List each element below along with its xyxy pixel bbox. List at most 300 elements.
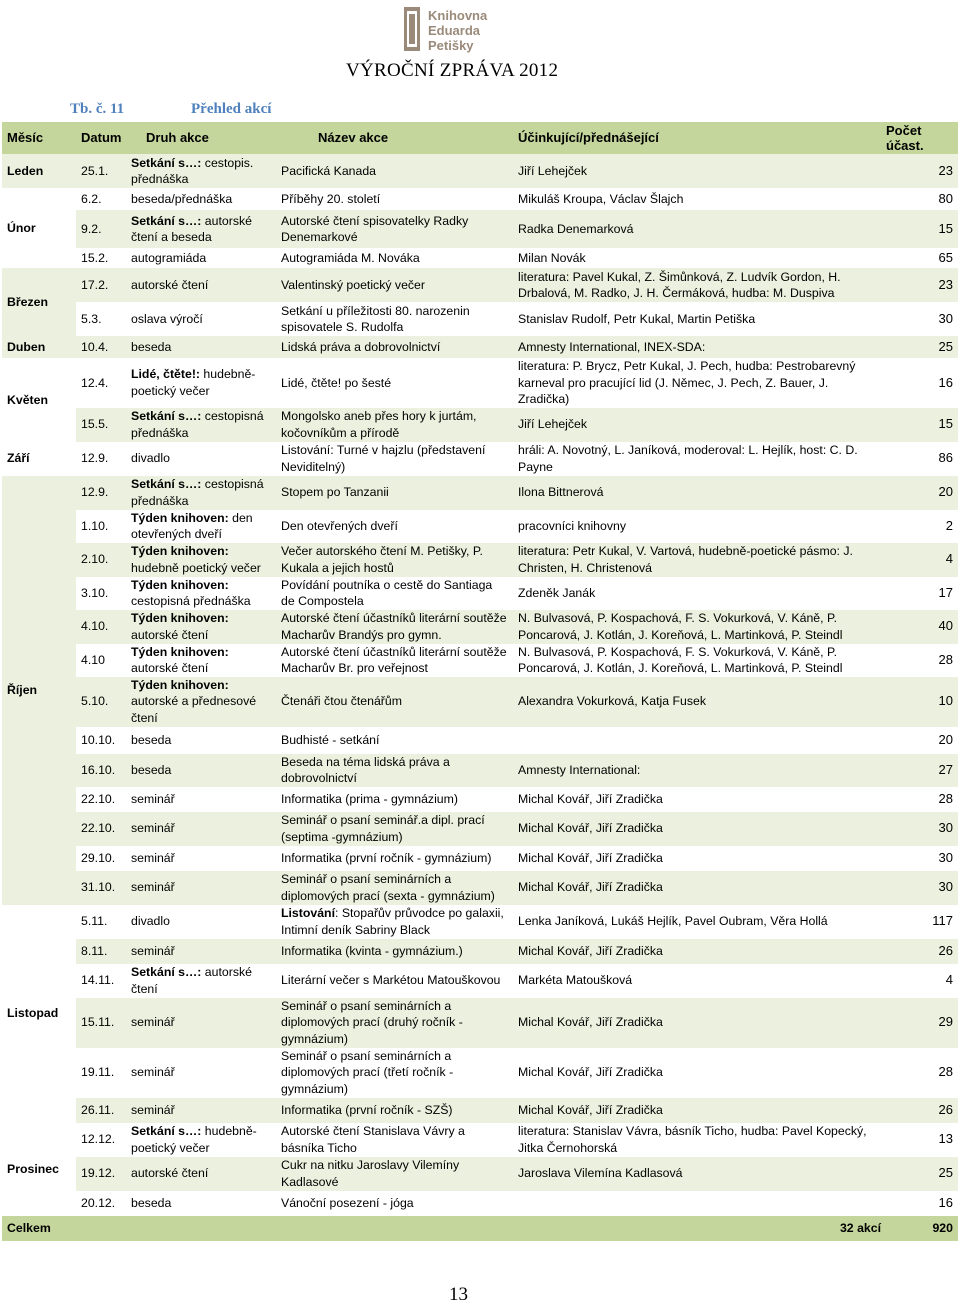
type-label: seminář (131, 1015, 175, 1030)
event-name: Lidé, čtěte! po šesté (281, 375, 392, 390)
table-row (2, 476, 958, 510)
event-name: Informatika (prima - gymnázium) (281, 791, 458, 806)
attendance-cell: 28 (886, 787, 958, 812)
header-date: Datum (76, 122, 126, 154)
date-cell: 5.10. (76, 677, 126, 727)
event-name: Autogramiáda M. Nováka (281, 250, 420, 265)
type-label: autorské a přednesové čtení (131, 694, 257, 725)
table-row (2, 1157, 958, 1191)
month-cell: Duben (2, 336, 76, 358)
type-series-label: Týden knihoven: (131, 677, 229, 692)
event-name: Autorské čtení účastníků literární soutěže Macharův Br. pro veřejnost (281, 644, 507, 675)
date-cell: 4.10 (76, 644, 126, 677)
performers-cell: Amnesty International: (513, 754, 886, 787)
type-series-label: Lidé, čtěte!: (131, 367, 201, 382)
performers-cell: Milan Novák (513, 248, 886, 268)
date-cell: 15.11. (76, 998, 126, 1048)
attendance-cell: 65 (886, 248, 958, 268)
type-series-label: Setkání s…: (131, 409, 202, 423)
table-row (2, 727, 958, 754)
type-series-label: Setkání s…: (131, 155, 202, 170)
type-cell (126, 577, 276, 610)
table-row (2, 248, 958, 268)
report-title: VÝROČNÍ ZPRÁVA 2012 (346, 60, 559, 81)
performers-cell: Stanislav Rudolf, Petr Kukal, Martin Petiška (513, 302, 886, 336)
date-cell: 17.2. (76, 268, 126, 302)
type-cell (126, 812, 276, 846)
type-cell (126, 871, 276, 905)
event-name: Autorské čtení spisovatelky Radky Denemarkové (281, 213, 469, 244)
event-name-cell (276, 1123, 513, 1157)
date-cell: 14.11. (76, 964, 126, 998)
table-row (2, 358, 958, 408)
attendance-cell: 25 (886, 1157, 958, 1191)
performers-cell: pracovníci knihovny (513, 510, 886, 543)
date-cell: 20.12. (76, 1191, 126, 1216)
attendance-cell: 28 (886, 1048, 958, 1098)
table-row (2, 787, 958, 812)
type-series-label: Týden knihoven: (131, 577, 229, 592)
event-name-cell (276, 268, 513, 302)
table-header-row (2, 122, 958, 154)
type-label: beseda (131, 339, 172, 354)
event-name: Pacifická Kanada (281, 163, 377, 178)
event-name-cell (276, 1157, 513, 1191)
event-name: Seminář o psaní seminárních a diplomových prací (třetí ročník - gymnázium) (281, 1048, 454, 1096)
table-row (2, 510, 958, 543)
table-row (2, 905, 958, 939)
type-cell (126, 358, 276, 408)
performers-cell: N. Bulvasová, P. Kospachová, F. S. Vokurková, V. Káně, P. Poncarová, J. Kotlán, J. Koreňová, L. Martinková, P. Steindl (513, 644, 886, 677)
table-row (2, 610, 958, 644)
type-label: autorské čtení (131, 661, 209, 675)
event-name-cell (276, 476, 513, 510)
table-row (2, 939, 958, 964)
date-cell: 8.11. (76, 939, 126, 964)
type-label: beseda/přednáška (131, 191, 233, 206)
header-count: Počet účast. (886, 122, 958, 154)
type-series-label: Týden knihoven: (131, 544, 229, 558)
date-cell: 15.2. (76, 248, 126, 268)
date-cell: 9.2. (76, 210, 126, 248)
event-name-cell (276, 998, 513, 1048)
performers-cell: Amnesty International, INEX-SDA: (513, 336, 886, 358)
table-row (2, 302, 958, 336)
table-row (2, 336, 958, 358)
type-label: seminář (131, 791, 175, 806)
event-name: Budhisté - setkání (281, 732, 380, 747)
type-cell (126, 302, 276, 336)
month-cell: Květen (2, 358, 76, 442)
performers-cell: N. Bulvasová, P. Kospachová, F. S. Vokurková, V. Káně, P. Poncarová, J. Kotlán, J. Koreňová, L. Martinková, P. Steindl (513, 610, 886, 644)
event-name-cell (276, 154, 513, 188)
table-title: Přehled akcí (191, 101, 272, 117)
type-cell (126, 1048, 276, 1098)
table-row (2, 677, 958, 727)
logo-line-1: Knihovna (428, 8, 488, 23)
date-cell: 5.11. (76, 905, 126, 939)
type-cell (126, 543, 276, 577)
table-row (2, 408, 958, 442)
event-name-cell (276, 754, 513, 787)
logo-line-2: Eduarda (428, 23, 481, 38)
event-name: Autorské čtení Stanislava Vávry a básníka Ticho (281, 1124, 465, 1155)
library-logo (404, 4, 504, 54)
attendance-cell: 27 (886, 754, 958, 787)
event-name-cell (276, 210, 513, 248)
type-series-label: Setkání s…: (131, 213, 202, 228)
event-name-series: Listování (281, 906, 335, 920)
type-cell (126, 939, 276, 964)
type-label: cestopisná přednáška (131, 409, 264, 440)
table-row (2, 543, 958, 577)
month-cell: Listopad (2, 905, 76, 1123)
total-row (2, 1216, 958, 1241)
performers-cell (513, 1191, 886, 1216)
date-cell: 1.10. (76, 510, 126, 543)
table-row (2, 154, 958, 188)
performers-cell: Radka Denemarková (513, 210, 886, 248)
total-events: 32 akcí (76, 1216, 886, 1241)
month-cell: Únor (2, 188, 76, 268)
header-type: Druh akce (126, 122, 276, 154)
attendance-cell: 25 (886, 336, 958, 358)
performers-cell: hráli: A. Novotný, L. Janíková, moderoval: L. Hejlík, host: C. D. Payne (513, 442, 886, 476)
attendance-cell: 2 (886, 510, 958, 543)
attendance-cell: 20 (886, 727, 958, 754)
type-label: beseda (131, 762, 172, 777)
event-name-cell (276, 964, 513, 998)
type-cell (126, 905, 276, 939)
event-name-cell (276, 302, 513, 336)
performers-cell: Michal Kovář, Jiří Zradička (513, 812, 886, 846)
event-name: Seminář o psaní seminář.a dipl. prací (septima -gymnázium) (281, 813, 485, 844)
date-cell: 12.9. (76, 442, 126, 476)
type-cell (126, 1157, 276, 1191)
performers-cell: Jiří Lehejček (513, 408, 886, 442)
performers-cell: Zdeněk Janák (513, 577, 886, 610)
type-cell (126, 1098, 276, 1123)
event-name: Valentinský poetický večer (281, 277, 425, 292)
performers-cell: literatura: Stanislav Vávra, básník Ticho, hudba: Pavel Kopecký, Jitka Černohorská (513, 1123, 886, 1157)
performers-cell: literatura: P. Brycz, Petr Kukal, J. Pech, hudba: Pestrobarevný karneval pro pracující lid (J. Němec, J. Pech, Z. Bauer, J. Zradička) (513, 358, 886, 408)
logo-line-3: Petišky (428, 38, 474, 53)
event-name-cell (276, 1191, 513, 1216)
type-cell (126, 476, 276, 510)
type-cell (126, 210, 276, 248)
type-cell (126, 846, 276, 871)
attendance-cell: 16 (886, 1191, 958, 1216)
event-name: Cukr na nitku Jaroslavy Vilemíny Kadlasové (281, 1158, 460, 1189)
event-name: Listování: Turné v hajzlu (představení Neviditelný) (281, 443, 486, 474)
event-name-cell (276, 1048, 513, 1098)
attendance-cell: 28 (886, 644, 958, 677)
event-name: Mongolsko aneb přes hory k jurtám, kočovníkům a přírodě (281, 409, 477, 440)
type-label: autorské čtení (131, 1166, 209, 1181)
performers-cell: Mikuláš Kroupa, Václav Šlajch (513, 188, 886, 210)
type-label: cestopisná přednáška (131, 594, 251, 608)
event-name-cell (276, 846, 513, 871)
performers-cell: Michal Kovář, Jiří Zradička (513, 998, 886, 1048)
attendance-cell: 29 (886, 998, 958, 1048)
event-name-cell (276, 336, 513, 358)
type-cell (126, 1123, 276, 1157)
table-row (2, 871, 958, 905)
attendance-cell: 16 (886, 358, 958, 408)
event-name: : Stopařův průvodce po galaxii, Intimní deník Sabriny Black (281, 906, 504, 937)
month-cell: Prosinec (2, 1123, 76, 1216)
type-label: seminář (131, 880, 175, 895)
type-series-label: Setkání s…: (131, 477, 202, 491)
attendance-cell: 23 (886, 154, 958, 188)
date-cell: 12.4. (76, 358, 126, 408)
type-label: autorské čtení a beseda (131, 213, 252, 244)
type-cell (126, 727, 276, 754)
attendance-cell: 26 (886, 939, 958, 964)
event-name-cell (276, 787, 513, 812)
performers-cell: Michal Kovář, Jiří Zradička (513, 871, 886, 905)
event-name: Lidská práva a dobrovolnictví (281, 339, 441, 354)
header-name: Název akce (276, 122, 513, 154)
type-series-label: Setkání s…: (131, 1124, 202, 1138)
attendance-cell: 4 (886, 543, 958, 577)
type-label: seminář (131, 1065, 175, 1080)
type-label: den otevřených dveří (131, 510, 253, 541)
type-cell (126, 998, 276, 1048)
event-name-cell (276, 939, 513, 964)
type-series-label: Týden knihoven: (131, 644, 229, 659)
table-row (2, 442, 958, 476)
event-name-cell (276, 577, 513, 610)
date-cell: 31.10. (76, 871, 126, 905)
type-label: divadlo (131, 914, 170, 929)
performers-cell: Michal Kovář, Jiří Zradička (513, 1048, 886, 1098)
attendance-cell: 30 (886, 812, 958, 846)
type-cell (126, 408, 276, 442)
attendance-cell: 30 (886, 871, 958, 905)
date-cell: 16.10. (76, 754, 126, 787)
attendance-cell: 86 (886, 442, 958, 476)
performers-cell: literatura: Petr Kukal, V. Vartová, hudebně-poetické pásmo: J. Christen, H. Christenová (513, 543, 886, 577)
performers-cell: Ilona Bittnerová (513, 476, 886, 510)
library-logo-icon (404, 4, 504, 54)
attendance-cell: 30 (886, 302, 958, 336)
date-cell: 15.5. (76, 408, 126, 442)
total-label: Celkem (2, 1216, 76, 1241)
type-label: seminář (131, 1102, 175, 1117)
performers-cell: Michal Kovář, Jiří Zradička (513, 787, 886, 812)
event-name-cell (276, 871, 513, 905)
table-row (2, 1191, 958, 1216)
attendance-cell: 20 (886, 476, 958, 510)
type-cell (126, 610, 276, 644)
attendance-cell: 26 (886, 1098, 958, 1123)
attendance-cell: 117 (886, 905, 958, 939)
type-label: seminář (131, 850, 175, 865)
header-performers: Účinkující/přednášející (513, 122, 886, 154)
type-label: cestopis. přednáška (131, 155, 254, 186)
header-month: Měsíc (2, 122, 76, 154)
attendance-cell: 40 (886, 610, 958, 644)
date-cell: 19.11. (76, 1048, 126, 1098)
total-count: 920 (886, 1216, 958, 1241)
date-cell: 2.10. (76, 543, 126, 577)
type-cell (126, 754, 276, 787)
event-name: Příběhy 20. století (281, 191, 381, 206)
table-row (2, 964, 958, 998)
date-cell: 3.10. (76, 577, 126, 610)
attendance-cell: 15 (886, 408, 958, 442)
type-series-label: Setkání s…: (131, 965, 202, 979)
type-cell (126, 268, 276, 302)
type-label: autogramiáda (131, 250, 207, 265)
event-name-cell (276, 905, 513, 939)
event-name: Den otevřených dveří (281, 518, 398, 533)
type-cell (126, 442, 276, 476)
event-name-cell (276, 727, 513, 754)
attendance-cell: 4 (886, 964, 958, 998)
date-cell: 25.1. (76, 154, 126, 188)
performers-cell: Jiří Lehejček (513, 154, 886, 188)
table-row (2, 577, 958, 610)
event-name: Čtenáři čtou čtenářům (281, 694, 402, 709)
type-label: cestopisná přednáška (131, 477, 264, 508)
performers-cell: Markéta Matoušková (513, 964, 886, 998)
type-label: autorské čtení (131, 965, 252, 996)
events-table (2, 122, 958, 1241)
attendance-cell: 17 (886, 577, 958, 610)
date-cell: 10.4. (76, 336, 126, 358)
type-cell (126, 188, 276, 210)
event-name: Informatika (první ročník - gymnázium) (281, 850, 492, 865)
month-cell: Říjen (2, 476, 76, 905)
attendance-cell: 13 (886, 1123, 958, 1157)
type-cell (126, 677, 276, 727)
month-cell: Září (2, 442, 76, 476)
event-name-cell (276, 442, 513, 476)
event-name: Večer autorského čtení M. Petišky, P. Kukala a jejich hostů (281, 544, 483, 575)
event-name-cell (276, 644, 513, 677)
table-row (2, 812, 958, 846)
type-label: autorské čtení (131, 277, 209, 292)
performers-cell (513, 727, 886, 754)
event-name-cell (276, 610, 513, 644)
date-cell: 10.10. (76, 727, 126, 754)
performers-cell: Jaroslava Vilemína Kadlasová (513, 1157, 886, 1191)
event-name: Literární večer s Markétou Matouškovou (281, 973, 501, 988)
table-row (2, 188, 958, 210)
event-name-cell (276, 677, 513, 727)
table-row (2, 644, 958, 677)
table-row (2, 1048, 958, 1098)
event-name-cell (276, 358, 513, 408)
table-row (2, 1123, 958, 1157)
table-row (2, 998, 958, 1048)
attendance-cell: 15 (886, 210, 958, 248)
date-cell: 12.12. (76, 1123, 126, 1157)
type-label: hudebně-poetický večer (131, 1124, 257, 1155)
event-name-cell (276, 408, 513, 442)
table-row (2, 754, 958, 787)
type-label: seminář (131, 943, 175, 958)
month-cell: Leden (2, 154, 76, 188)
event-name: Autorské čtení účastníků literární soutěže Macharův Brandýs pro gymn. (281, 611, 507, 642)
date-cell: 22.10. (76, 812, 126, 846)
event-name: Seminář o psaní seminárních a diplomových prací (sexta - gymnázium) (281, 872, 495, 903)
event-name: Stopem po Tanzanii (281, 485, 389, 500)
type-label: seminář (131, 821, 175, 836)
type-cell (126, 964, 276, 998)
event-name: Povídání poutníka o cestě do Santiaga de Compostela (281, 577, 493, 608)
type-label: hudebně poetický večer (131, 560, 261, 575)
attendance-cell: 10 (886, 677, 958, 727)
table-body (2, 154, 958, 1216)
type-label: autorské čtení (131, 627, 209, 642)
table-number: Tb. č. 11 (70, 101, 125, 117)
type-label: beseda (131, 1195, 172, 1210)
event-name: Informatika (kvinta - gymnázium.) (281, 943, 463, 958)
type-cell (126, 644, 276, 677)
type-label: beseda (131, 732, 172, 747)
date-cell: 4.10. (76, 610, 126, 644)
performers-cell: literatura: Pavel Kukal, Z. Šimůnková, Z. Ludvík Gordon, H. Drbalová, M. Radko, J. H. Čermáková, hudba: M. Duspiva (513, 268, 886, 302)
attendance-cell: 30 (886, 846, 958, 871)
type-cell (126, 510, 276, 543)
type-cell (126, 787, 276, 812)
table-row (2, 846, 958, 871)
attendance-cell: 23 (886, 268, 958, 302)
event-name: Vánoční posezení - jóga (281, 1195, 414, 1210)
event-name-cell (276, 510, 513, 543)
event-name-cell (276, 812, 513, 846)
table-row (2, 1098, 958, 1123)
event-name: Seminář o psaní seminárních a diplomových prací (druhý ročník - gymnázium) (281, 998, 463, 1046)
event-name-cell (276, 248, 513, 268)
event-name-cell (276, 543, 513, 577)
date-cell: 6.2. (76, 188, 126, 210)
table-row (2, 268, 958, 302)
type-cell (126, 154, 276, 188)
performers-cell: Michal Kovář, Jiří Zradička (513, 1098, 886, 1123)
performers-cell: Alexandra Vokurková, Katja Fusek (513, 677, 886, 727)
type-cell (126, 248, 276, 268)
table-row (2, 210, 958, 248)
performers-cell: Michal Kovář, Jiří Zradička (513, 939, 886, 964)
performers-cell: Lenka Janíková, Lukáš Hejlík, Pavel Oubram, Věra Hollá (513, 905, 886, 939)
performers-cell: Michal Kovář, Jiří Zradička (513, 846, 886, 871)
page-number: 13 (449, 1284, 468, 1305)
type-label: divadlo (131, 451, 170, 466)
type-label: oslava výročí (131, 311, 203, 326)
attendance-cell: 80 (886, 188, 958, 210)
month-cell: Březen (2, 268, 76, 336)
event-name-cell (276, 1098, 513, 1123)
date-cell: 22.10. (76, 787, 126, 812)
type-cell (126, 1191, 276, 1216)
event-name: Informatika (první ročník - SZŠ) (281, 1102, 453, 1117)
event-name-cell (276, 188, 513, 210)
event-name: Beseda na téma lidská práva a dobrovolnictví (281, 754, 450, 785)
date-cell: 5.3. (76, 302, 126, 336)
type-series-label: Týden knihoven: (131, 611, 229, 625)
type-label: hudebně-poetický večer (131, 367, 256, 398)
type-cell (126, 336, 276, 358)
type-series-label: Týden knihoven: (131, 510, 229, 525)
date-cell: 12.9. (76, 476, 126, 510)
date-cell: 19.12. (76, 1157, 126, 1191)
date-cell: 29.10. (76, 846, 126, 871)
date-cell: 26.11. (76, 1098, 126, 1123)
